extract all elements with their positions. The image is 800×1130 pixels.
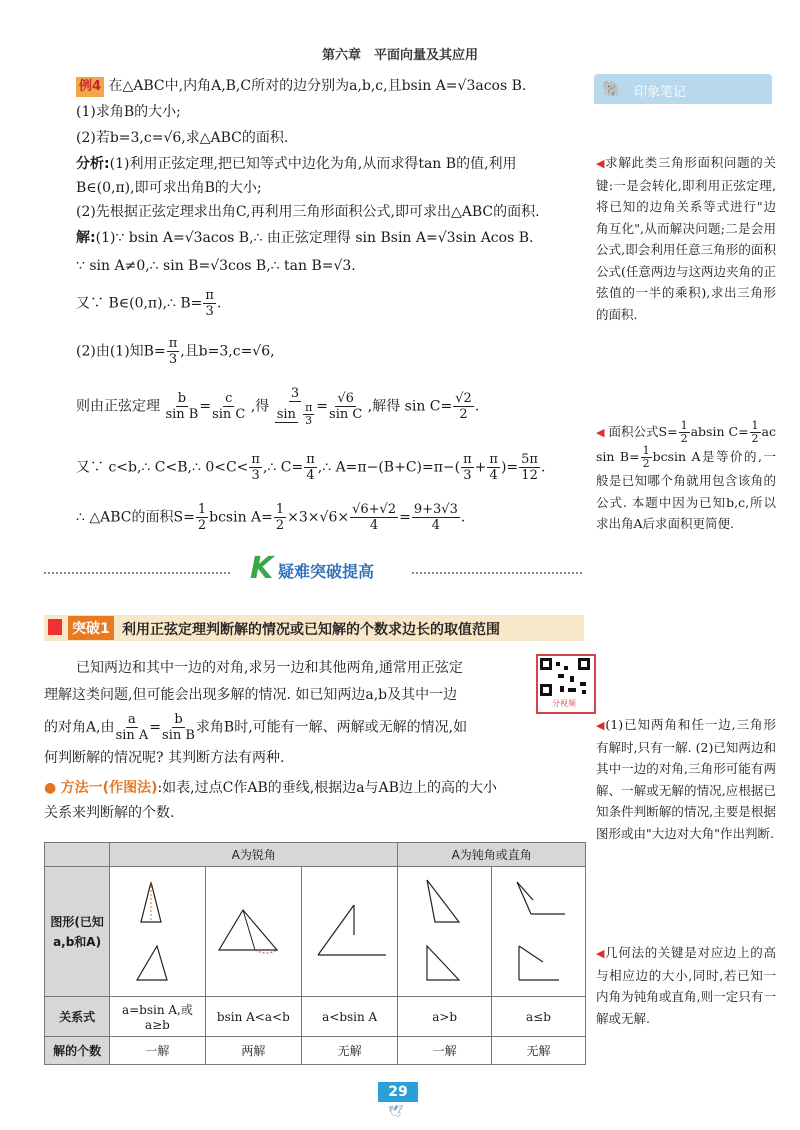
bird-icon: 🕊 — [388, 1104, 404, 1118]
sidebar-note-1: ◀求解此类三角形面积问题的关键:一是会转化,即利用正弦定理,将已知的边角关系等式进行"边角互化",从而解决问题;二是会用公式,即会利用任意三角形的面积公式(任意两边与这两边夹角的正弦值的一半的乘积),求出三角形的面积. — [596, 155, 776, 322]
example-tag: 例4 — [76, 77, 104, 97]
relation-cell: a<bsin A — [302, 997, 398, 1037]
breakthrough-badge: 突破1 — [68, 616, 114, 640]
solution-line-6: 又∵ c<b,∴ C<B,∴ 0<C< $\frac{\pi}{3}$ ,∴ C= $\frac{\pi}{4}$ ,∴ A=π−(B+C)=π−( $\frac{\pi}{3}$ + $\frac{\pi}{4}$ )= $\frac{5\pi}{12}$ . — [76, 452, 546, 483]
sidebar-header-title: 印象笔记 — [634, 85, 687, 100]
breakthrough-title: 利用正弦定理判断解的情况或已知解的个数求边长的取值范围 — [122, 622, 500, 638]
red-arrow-icon: ◀ — [596, 719, 606, 732]
relation-cell: a=bsin A,或a≥b — [110, 997, 206, 1037]
count-cell: 一解 — [398, 1037, 492, 1065]
sidebar-note-2: ◀ 面积公式S= $\frac{1}{2}$ absin C= $\frac{1}{2}$ ac sin B= $\frac{1}{2}$ bcsin A是等价的,一般是已知哪个角就用包含该角的公式. 本题中因为已知b,c,所以求出角A后求面积更简便. — [596, 419, 776, 531]
qr-code[interactable] — [536, 654, 596, 714]
triangle-figure-1 — [127, 870, 187, 990]
triangle-figure-2 — [213, 900, 293, 960]
solution-line-3: 又∵ B∈(0,π),∴ B= $\frac{\pi}{3}$ . — [76, 288, 222, 319]
relation-cell: a≤b — [491, 997, 585, 1037]
question-1: (1)求角B的大小; — [76, 104, 181, 120]
red-arrow-icon: ◀ — [596, 426, 605, 439]
qr-pattern-icon — [540, 658, 592, 698]
page-number: 29 — [378, 1082, 418, 1102]
banner-letter: K — [250, 551, 274, 586]
figure-cell — [110, 867, 206, 997]
analysis-line-3: (2)先根据正弦定理求出角C,再利用三角形面积公式,即可求出△ABC的面积. — [76, 204, 540, 220]
triangle-figure-3 — [310, 895, 390, 965]
sidebar-note-4: ◀几何法的关键是对应边上的高与相应边的大小,同时,若已知一内角为钝角或直角,则一定只有一解或无解. — [596, 945, 776, 1026]
figure-cell — [205, 867, 301, 997]
sidebar-header — [594, 74, 772, 104]
solution-line-2: ∵ sin A≠0,∴ sin B=√3cos B,∴ tan B=√3. — [76, 258, 356, 274]
section-banner — [232, 551, 412, 587]
question-2: (2)若b=3,c=√6,求△ABC的面积. — [76, 130, 289, 146]
book-icon — [48, 619, 62, 635]
count-cell: 无解 — [491, 1037, 585, 1065]
method-line-2: 关系来判断解的个数. — [44, 805, 175, 821]
count-cell: 一解 — [110, 1037, 206, 1065]
example-stem: 例4 在△ABC中,内角A,B,C所对的边分别为a,b,c,且bsin A=√3acos B. — [76, 76, 526, 97]
figure-cell — [302, 867, 398, 997]
solution-table — [44, 842, 586, 1065]
row-label-relation: 关系式 — [45, 997, 110, 1037]
triangle-figure-4 — [415, 870, 475, 990]
qr-caption: 分视频 — [552, 699, 576, 708]
method-line-1: ● 方法一(作图法):如表,过点C作AB的垂线,根据边a与AB边上的高的大小 — [44, 780, 497, 796]
breakthrough-title-bar — [44, 615, 584, 641]
count-cell: 两解 — [205, 1037, 301, 1065]
solution-line-5: 则由正弦定理 $\frac{b}{\text{sin B}}$ = $\frac{c}{\text{sin C}}$ ,得 3 sin $\frac{\pi}{3}$ = $\frac{√6}{\text{sin C}}$ ,解得 sin C= $\frac{√2}{2}$ . — [76, 386, 480, 427]
para-line-1: 已知两边和其中一边的对角,求另一边和其他两角,通常用正弦定 — [76, 660, 463, 676]
para-line-2: 理解这类问题,但可能会出现多解的情况. 如已知两边a,b及其中一边 — [44, 687, 458, 703]
table-corner — [45, 843, 110, 867]
para-line-3: 的对角A,由 $\frac{a}{\text{sin A}}$ = $\frac{b}{\text{sin B}}$ 求角B时,可能有一解、两解或无解的情况,如 — [44, 712, 468, 743]
triangle-figure-5 — [503, 870, 573, 990]
red-arrow-icon: ◀ — [596, 157, 606, 170]
solution-line-7: ∴ △ABC的面积S= $\frac{1}{2}$ bcsin A= $\frac{1}{2}$ ×3×√6× $\frac{√6+√2}{4}$ = $\frac{9+3√3}{4}$ . — [76, 502, 466, 533]
bullet-icon: ● — [44, 780, 57, 796]
solution-line-1: 解:(1)∵ bsin A=√3acos B,∴ 由正弦定理得 sin Bsin A=√3sin Acos B. — [76, 230, 534, 246]
analysis-line-2: B∈(0,π),即可求出角B的大小; — [76, 180, 262, 196]
sidebar-note-3: ◀(1)已知两角和任一边,三角形有解时,只有一解. (2)已知两边和其中一边的对角,三角形可能有两解、一解或无解的情况,应根据已知条件判断解的情况,主要是根据图形或由"大边对大角"作出判断. — [596, 717, 776, 841]
figure-cell — [398, 867, 492, 997]
row-label-figure: 图形(已知a,b和A) — [45, 867, 110, 997]
red-arrow-icon: ◀ — [596, 947, 606, 960]
table-head-obtuse: A为钝角或直角 — [398, 843, 586, 867]
count-cell: 无解 — [302, 1037, 398, 1065]
para-line-4: 何判断解的情况呢? 其判断方法有两种. — [44, 750, 285, 766]
table-head-acute: A为锐角 — [110, 843, 398, 867]
relation-cell: bsin A<a<b — [205, 997, 301, 1037]
solution-line-4: (2)由(1)知B= $\frac{\pi}{3}$ ,且b=3,c=√6, — [76, 336, 275, 367]
relation-cell: a>b — [398, 997, 492, 1037]
analysis-line-1: 分析:(1)利用正弦定理,把已知等式中边化为角,从而求得tan B的值,利用 — [76, 156, 517, 172]
banner-title: 疑难突破提高 — [278, 562, 375, 581]
elephant-icon: 🐘 — [602, 79, 622, 98]
row-label-count: 解的个数 — [45, 1037, 110, 1065]
chapter-header: 第六章 平面向量及其应用 — [321, 48, 478, 63]
figure-cell — [491, 867, 585, 997]
